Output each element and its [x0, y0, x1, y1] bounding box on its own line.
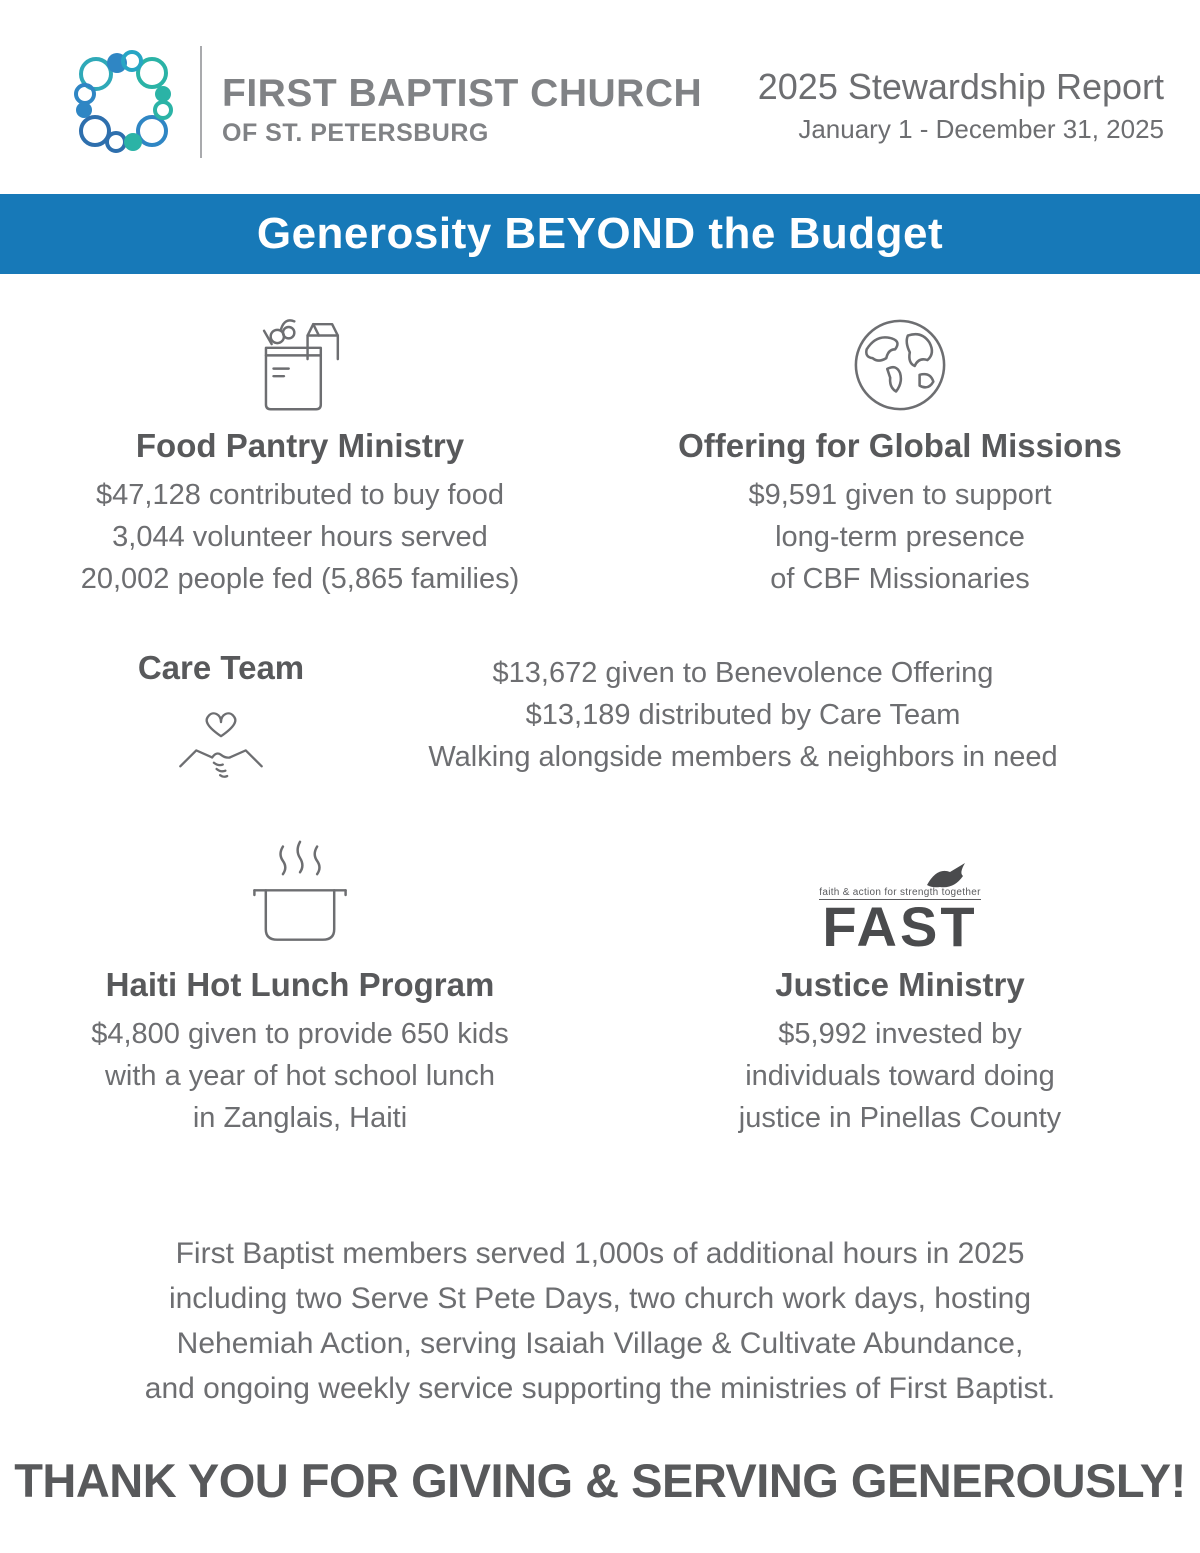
header [0, 0, 1200, 162]
global-missions-section [600, 308, 1200, 600]
row-haiti-justice [0, 835, 1200, 1139]
justice-line: $5,992 invested by [778, 1018, 1022, 1050]
care-team-icon-box [96, 692, 346, 789]
heart-handshake-icon [176, 692, 266, 784]
church-logo-group [64, 42, 702, 162]
haiti-line: $4,800 given to provide 650 kids [91, 1018, 509, 1050]
global-missions-line: $9,591 given to support [748, 479, 1052, 511]
justice-section [600, 835, 1200, 1139]
care-team-line: $13,189 distributed by Care Team [525, 699, 961, 731]
report-period: January 1 - December 31, 2025 [798, 114, 1164, 144]
haiti-title: Haiti Hot Lunch Program [105, 966, 495, 1003]
summary-line: and ongoing weekly service supporting the ministries of First Baptist. [144, 1372, 1056, 1405]
haiti-section [0, 835, 600, 1139]
food-pantry-title: Food Pantry Ministry [135, 427, 465, 464]
header-divider [200, 46, 202, 158]
food-pantry-line: $47,128 contributed to buy food [96, 479, 504, 511]
haiti-line: in Zanglais, Haiti [192, 1102, 408, 1134]
care-team-section [0, 648, 1200, 789]
report-title: 2025 Stewardship Report [757, 66, 1164, 107]
church-logo-icon [64, 42, 184, 162]
dove-icon [923, 861, 971, 891]
care-team-text [346, 648, 1140, 778]
justice-icon-box [620, 835, 1180, 958]
food-pantry-icon-box [20, 308, 580, 414]
grocery-bag-icon [250, 310, 350, 414]
row-food-missions [0, 308, 1200, 600]
global-missions-title: Offering for Global Missions [678, 427, 1122, 464]
justice-line: justice in Pinellas County [738, 1102, 1062, 1134]
care-team-label-block [96, 648, 346, 789]
banner-title: Generosity BEYOND the Budget [256, 209, 944, 258]
church-names [222, 56, 702, 148]
thank-you-banner: THANK YOU FOR GIVING & SERVING GENEROUSLY! [14, 1454, 1186, 1507]
global-missions-line: of CBF Missionaries [770, 563, 1030, 595]
global-missions-icon-box [620, 308, 1180, 414]
fast-logo [819, 861, 981, 958]
haiti-line: with a year of hot school lunch [104, 1060, 496, 1092]
justice-line: individuals toward doing [745, 1060, 1055, 1092]
food-pantry-section [0, 308, 600, 600]
church-name: FIRST BAPTIST CHURCH [222, 72, 703, 116]
justice-title: Justice Ministry [775, 966, 1025, 1003]
cooking-pot-icon [243, 839, 357, 953]
summary-paragraph [0, 1231, 1200, 1411]
section-banner [0, 194, 1200, 274]
haiti-icon-box [20, 835, 580, 953]
food-pantry-line: 20,002 people fed (5,865 families) [80, 563, 520, 595]
church-location: OF ST. PETERSBURG [222, 118, 489, 147]
care-team-line: Walking alongside members & neighbors in need [428, 741, 1058, 773]
summary-line: Nehemiah Action, serving Isaiah Village & Cultivate Abundance, [176, 1327, 1024, 1360]
fast-tagline: faith & action for strength together [819, 886, 981, 898]
globe-icon [851, 316, 949, 414]
global-missions-line: long-term presence [775, 521, 1025, 553]
summary-line: including two Serve St Pete Days, two church work days, hosting [168, 1282, 1032, 1315]
fast-wordmark: FAST [822, 894, 978, 958]
report-title-block [758, 42, 1164, 145]
food-pantry-line: 3,044 volunteer hours served [112, 521, 488, 553]
summary-line: First Baptist members served 1,000s of additional hours in 2025 [175, 1237, 1025, 1270]
care-team-line: $13,672 given to Benevolence Offering [492, 657, 994, 689]
care-team-title: Care Team [137, 649, 305, 686]
